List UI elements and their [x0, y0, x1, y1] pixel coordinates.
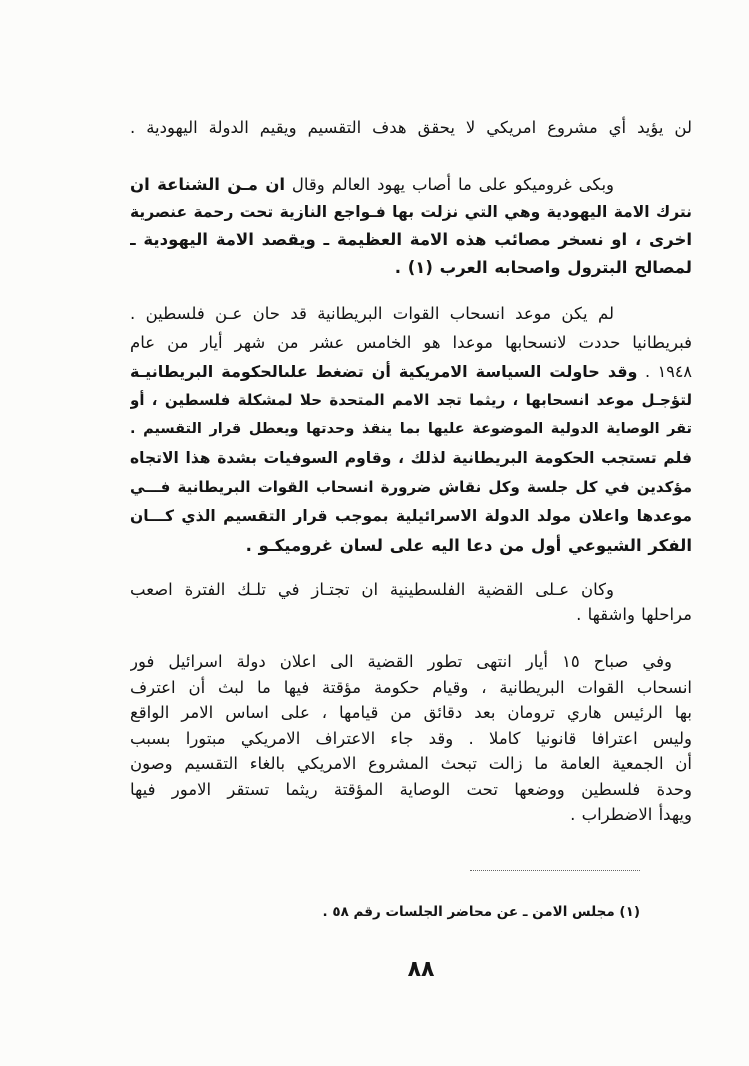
- text-span-bold: ان مـن الشناعة ان: [130, 175, 286, 194]
- text-line: أن الجمعية العامة ما زالت تبحث المشروع الامريكي بالغاء التقسيم وصون: [130, 754, 692, 773]
- text-line: انسحاب القوات البريطانية ، وقيام حكومة مؤقتة فيها ما لبث أن اعترف: [130, 677, 692, 697]
- footnote: (١) مجلس الامن ـ عن محاضر الجلسات رقم ٥٨ .: [322, 904, 640, 920]
- text-line: الفكر الشيوعي أول من دعا اليه على لسان غروميكـو .: [245, 536, 692, 555]
- text-line: وكان عـلى القضية الفلسطينية ان تجتـاز في تلـك الفترة اصعب: [130, 580, 614, 599]
- text-line: لن يؤيد أي مشروع امريكي لا يحقق هدف التقسيم ويقيم الدولة اليهودية .: [130, 118, 692, 137]
- page-number: ٨٨: [407, 957, 435, 982]
- paragraph: [130, 577, 692, 627]
- text-line: [130, 171, 692, 199]
- paragraph: [130, 649, 692, 828]
- text-line: مراحلها واشقها .: [576, 605, 692, 624]
- text-line: مؤكدين في كل جلسة وكل نقاش ضرورة انسحاب القوات البريطانية فـــي: [130, 478, 692, 496]
- paragraph: [130, 114, 692, 142]
- paragraph: [130, 171, 692, 281]
- footnote-separator: [470, 870, 640, 871]
- text-line: لمصالح البترول واصحابه العرب (١) .: [394, 257, 692, 277]
- text-line: لم يكن موعد انسحاب القوات البريطانية قد حان عـن فلسطين .: [130, 304, 614, 323]
- text-span-bold: وقد حاولت السياسة الامريكية أن تضغط علىالحكومة البريطانيـة: [130, 362, 638, 381]
- text-line: ويهدأ الاضطراب .: [570, 805, 692, 824]
- paragraph: [130, 299, 692, 560]
- text-span-regular: ١٩٤٨ .: [645, 362, 692, 381]
- text-line: فلم تستجب الحكومة البريطانية لذلك ، وقاوم السوفيات بشدة هذا الاتجاه: [130, 449, 692, 467]
- text-line: وحدة فلسطين ووضعها تحت الوصاية المؤقتة ريثما تستقر الامور فيها: [130, 779, 692, 799]
- text-line: وفي صباح ١٥ أيار انتهى تطور القضية الى اعلان دولة اسرائيل فور: [130, 652, 672, 671]
- text-line: بها الرئيس هاري ترومان بعد دقائق من قيامها ، على اساس الامر الواقع: [130, 703, 692, 722]
- text-line: [130, 357, 692, 386]
- text-line: نترك الامة اليهودية وهي التي نزلت بها فـواجع النازية تحت رحمة عنصرية: [130, 202, 692, 221]
- text-line: تقر الوصاية الدولية الموضوعة عليها بما ينقذ وحدتها ويعطل قرار التقسيم .: [130, 421, 692, 437]
- text-line: اخرى ، او نسخر مصائب هذه الامة العظيمة ـ ويقصد الامة اليهودية ـ: [130, 230, 692, 249]
- text-span-regular: وبكى غروميكو على ما أصاب يهود العالم وقال: [291, 175, 615, 194]
- text-line: وليس اعترافا قانونيا كاملا . وقد جاء الاعتراف الامريكي مبتورا بسبب: [130, 728, 692, 748]
- text-line: لتؤجـل موعد انسحابها ، ريثما تجد الامم المتحدة حلا لمشكلة فلسطين ، أو: [130, 391, 692, 409]
- text-line: موعدها واعلان مولد الدولة الاسرائيلية بموجب قرار التقسيم الذي كـــان: [130, 507, 692, 525]
- text-line: فبريطانيا حددت لانسحابها موعدا هو الخامس عشر من شهر أيار من عام: [130, 333, 692, 352]
